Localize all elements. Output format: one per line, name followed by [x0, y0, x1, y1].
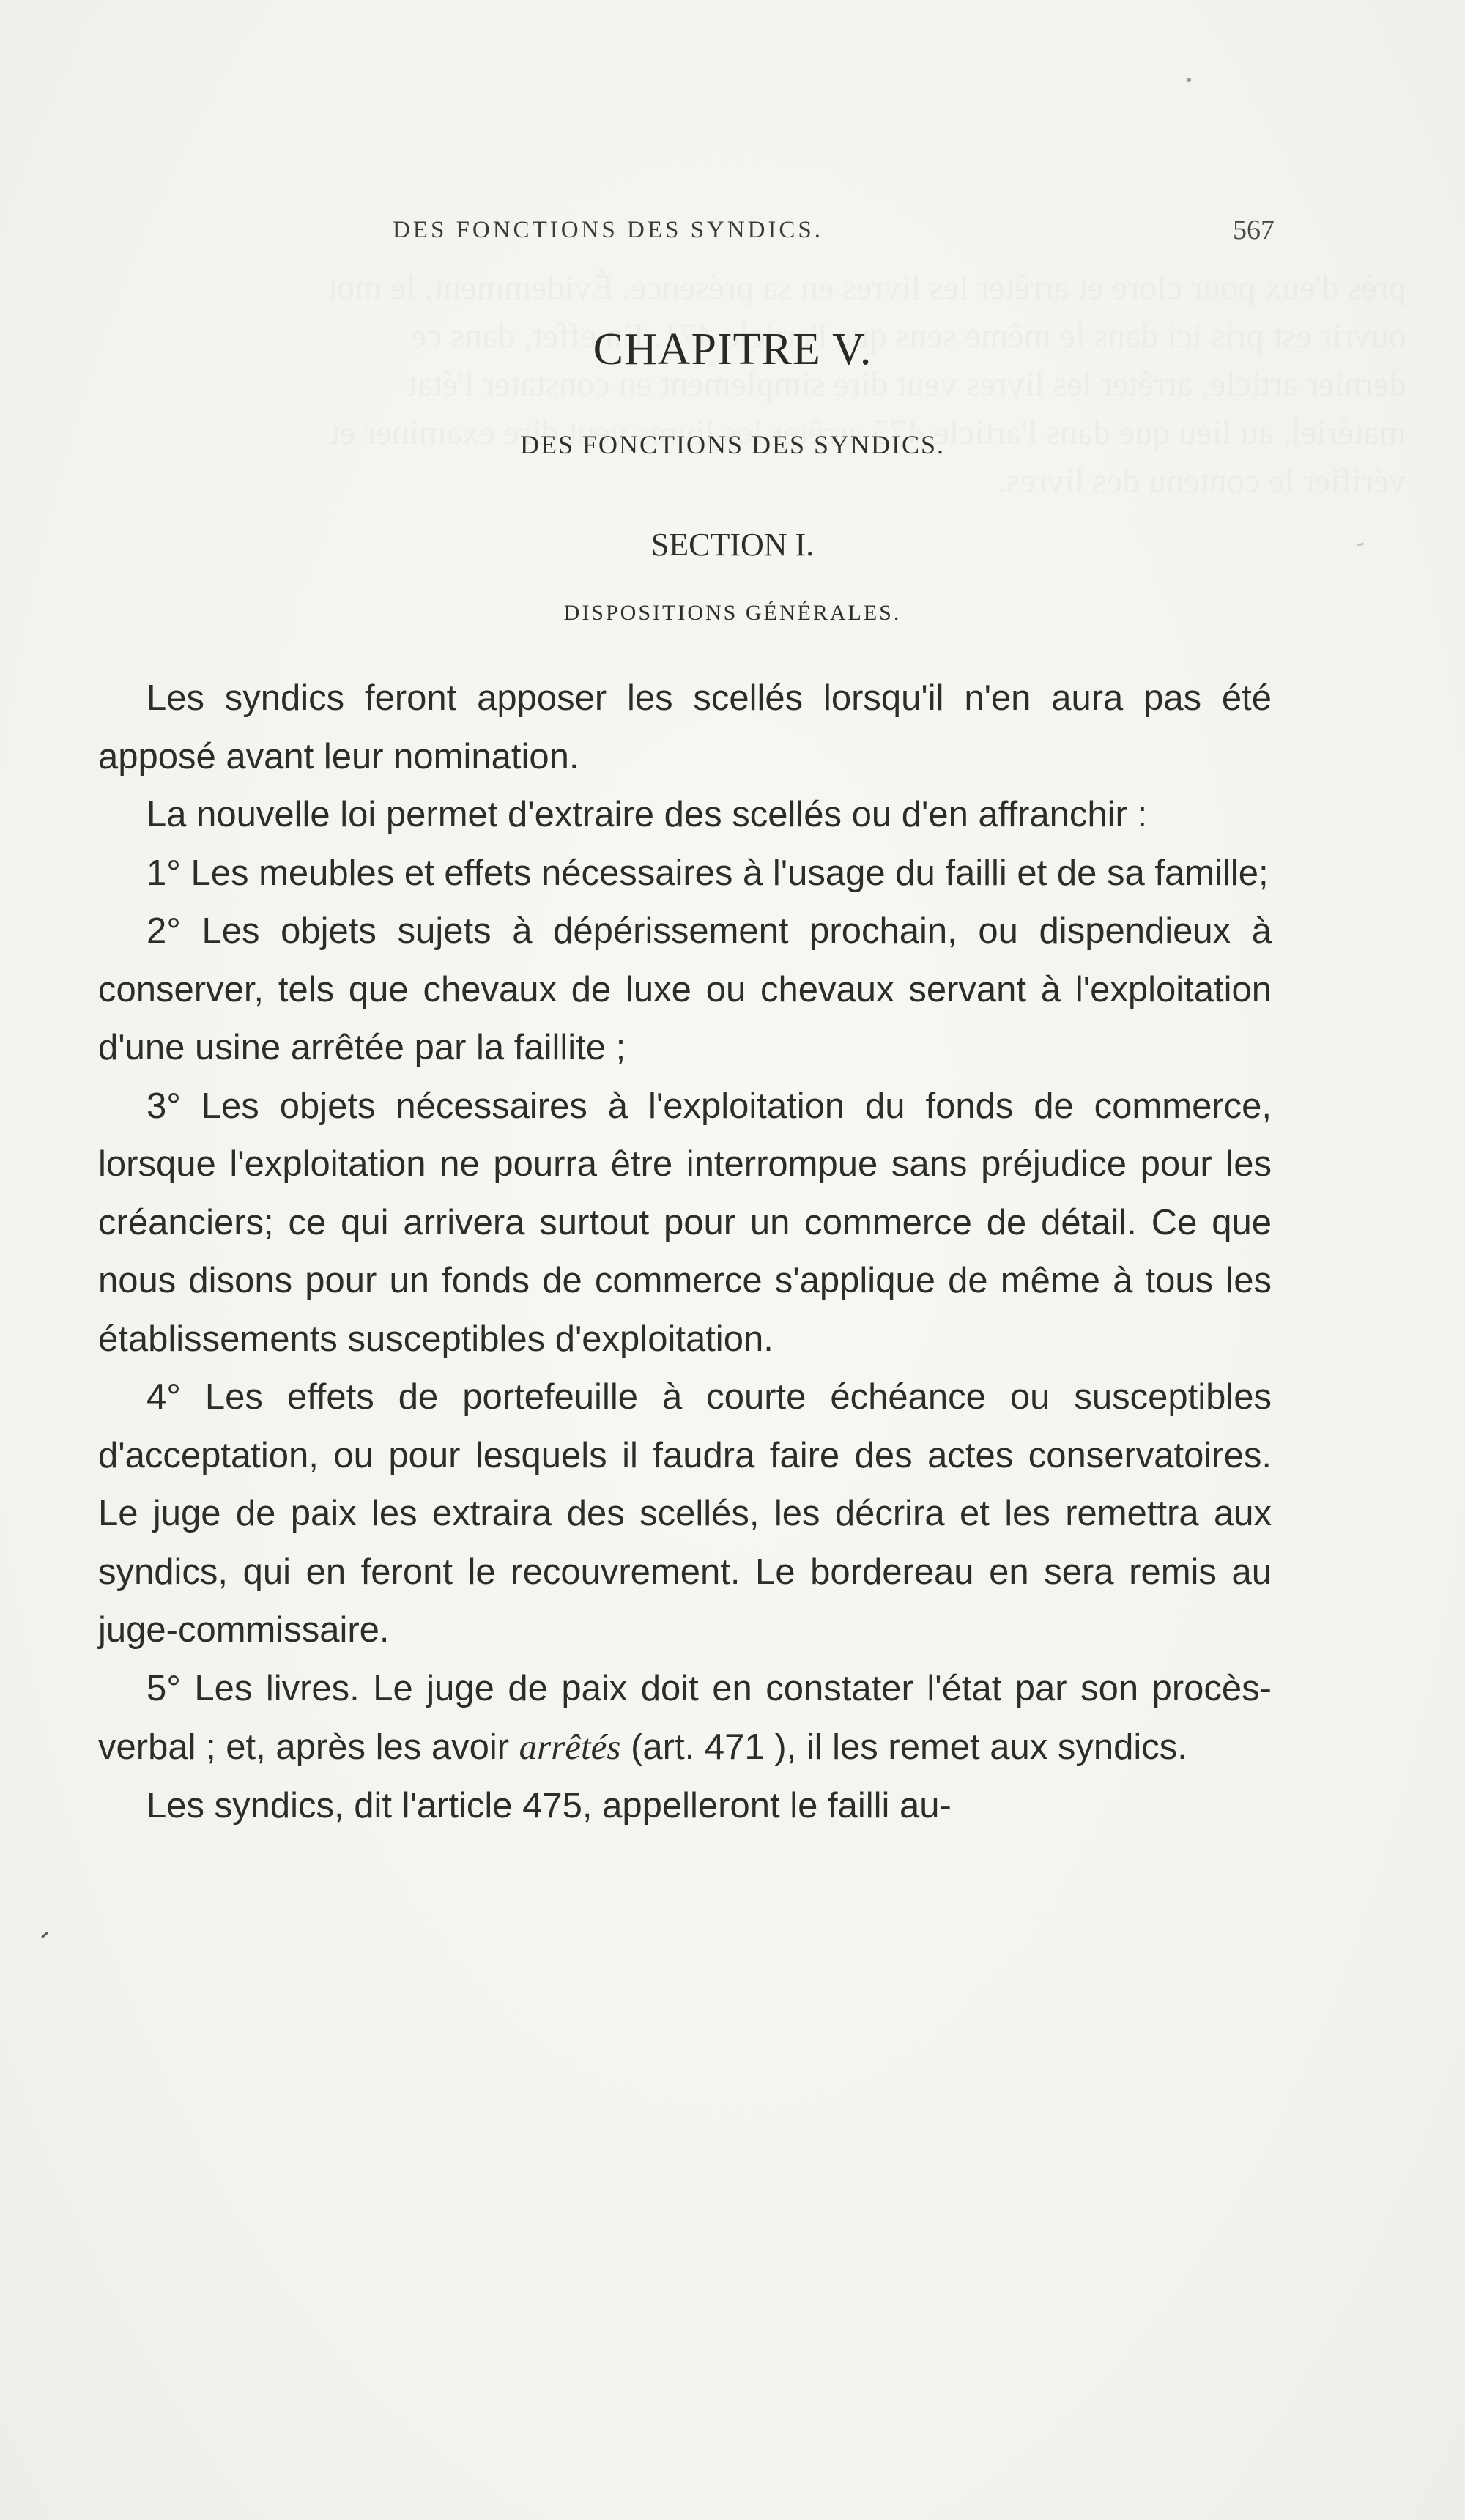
page-number: 567: [1233, 215, 1275, 245]
section-subtitle: DISPOSITIONS GÉNÉRALES.: [563, 601, 902, 625]
paragraph: Les syndics feront apposer les scellés lorsqu'il n'en aura pas été apposé avant leur nomination.: [98, 678, 1272, 777]
paragraph: Les syndics, dit l'article 475, appelleront le failli au-: [146, 1785, 952, 1826]
paper-speck: [1187, 78, 1191, 82]
chapter-subtitle: DES FONCTIONS DES SYNDICS.: [519, 430, 946, 459]
italic-term: arrêtés: [519, 1727, 621, 1767]
paragraph-text: (art. 471 ), il les remet aux syndics.: [620, 1727, 1187, 1767]
paragraph: 4° Les effets de portefeuille à courte échéance ou susceptibles d'acceptation, ou pour lesquels il faudra faire des actes conservatoires. Le juge de paix les extraira des scellés, les décrira et les remettra aux syndics, qui en feront le recouvrement. Le bordereau en sera remis au juge-commissaire.: [98, 1377, 1272, 1650]
paragraph-livres: [98, 1660, 1272, 1777]
margin-pencil-mark: [41, 1932, 48, 1938]
section-title: SECTION I.: [650, 527, 815, 563]
paragraph: La nouvelle loi permet d'extraire des scellés ou d'en affranchir :: [146, 795, 1148, 834]
chapter-title: CHAPITRE V.: [593, 325, 872, 374]
running-head-title: DES FONCTIONS DES SYNDICS.: [392, 217, 824, 243]
paragraph: 3° Les objets nécessaires à l'exploitation du fonds de commerce, lorsque l'exploitation ne pourra être interrompue sans préjudice pour les créanciers; ce qui arrivera surtout pour un commerce de détail. Ce que nous disons pour un fonds de commerce s'applique de même à tous les établissements susceptibles d'exploitation.: [98, 1086, 1272, 1359]
paragraph: 1° Les meubles et effets nécessaires à l'usage du failli et de sa famille;: [146, 853, 1269, 893]
paragraph: 2° Les objets sujets à dépérissement prochain, ou dispendieux à conserver, tels que chevaux de luxe ou chevaux servant à l'exploitation d'une usine arrêtée par la faillite ;: [98, 911, 1272, 1067]
body-text: [98, 670, 1272, 1835]
paragraph-text: 5° Les livres. Le juge de paix doit en constater l'état par son procès-verbal ; et, après les avoir: [98, 1668, 1272, 1767]
running-head: [0, 217, 1465, 253]
show-through-text: [308, 264, 1406, 505]
